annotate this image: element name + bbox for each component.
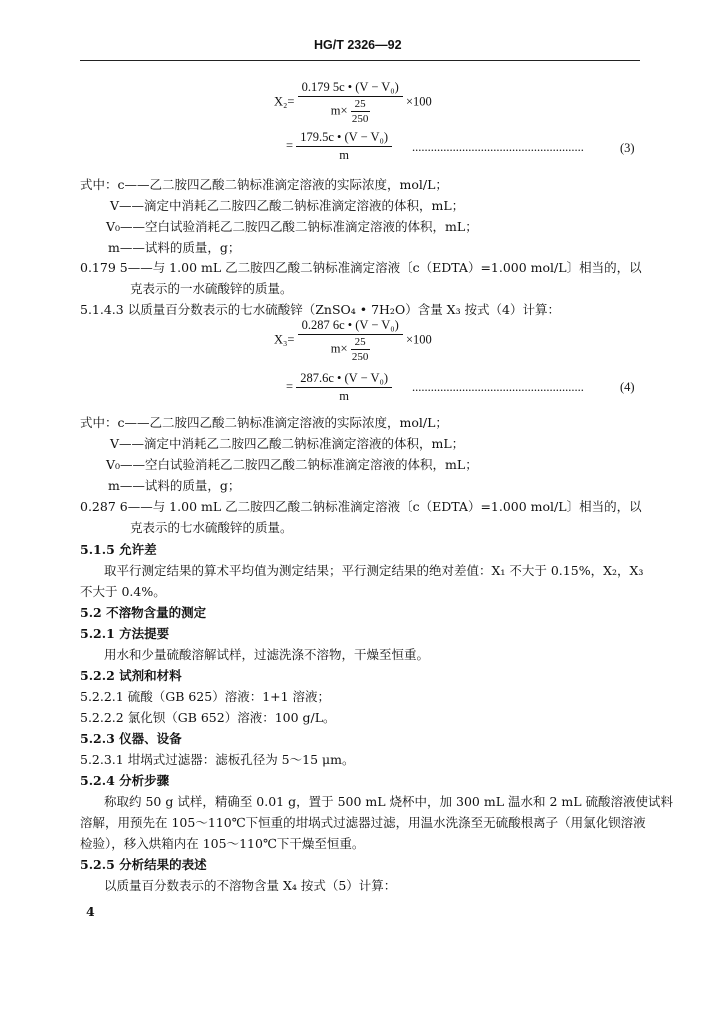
- formula-3-aliquot: [351, 98, 370, 125]
- clause-5-2-3-1: 5.2.3.1 坩埚式过滤器：滤板孔径为 5～15 μm。: [80, 752, 355, 767]
- paragraph-5-2-1: 用水和少量硫酸溶解试样，过滤洗涤不溶物，干燥至恒重。: [104, 647, 430, 662]
- formula-4-den-2: m: [339, 389, 349, 403]
- formula-4-fraction: [298, 318, 403, 363]
- formula-4-den-m: m×: [330, 341, 348, 356]
- formula-3-denominator: [331, 97, 370, 125]
- aliquot-den: 250: [351, 113, 369, 125]
- formula-4-numerator: 0.287 6c • (V − V₀): [298, 318, 403, 335]
- formula-3-num-2: 179.5c • (V − V₀): [296, 130, 392, 147]
- coefficient-3-line-2: 克表示的一水硫酸锌的质量。: [130, 281, 293, 296]
- clause-5-2-2-1: 5.2.2.1 硫酸（GB 625）溶液：1+1 溶液；: [80, 689, 331, 704]
- formula-4-fraction-2: [296, 371, 392, 404]
- paragraph-5-2-4-line-1: 称取约 50 g 试样，精确至 0.01 g，置于 500 mL 烧杯中，加 300 mL 温水和 2 mL 硫酸溶液使试料: [104, 794, 674, 809]
- page-number: 4: [86, 904, 95, 919]
- coefficient-3-line-1: 0.179 5——与 1.00 mL 乙二胺四乙酸二钠标准滴定溶液〔c（EDTA）=1.000 mol/L〕相当的，以: [80, 260, 642, 275]
- header-rule: [80, 60, 640, 61]
- clause-5-2-1: 5.2.1 方法提要: [80, 626, 170, 641]
- formula-3-fraction: [298, 80, 403, 125]
- clause-5-1-5: 5.1.5 允许差: [80, 542, 157, 557]
- aliquot-den: 250: [351, 351, 369, 363]
- clause-5-2-4: 5.2.4 分析步骤: [80, 773, 170, 788]
- formula-4-leader: .......................................................: [412, 380, 584, 394]
- legend-4-row: V₀——空白试验消耗乙二胺四乙酸二钠标准滴定溶液的体积，mL；: [106, 457, 478, 472]
- formula-4-number: (4): [620, 380, 635, 394]
- clause-5-2-2-2: 5.2.2.2 氯化钡（GB 652）溶液：100 g/L。: [80, 710, 336, 725]
- legend-3-row: V——滴定中消耗乙二胺四乙酸二钠标准滴定溶液的体积，mL；: [110, 198, 465, 213]
- formula-4-eq: =: [286, 379, 294, 394]
- formula-4-lhs: X₃=: [274, 332, 295, 347]
- paragraph-5-2-4-line-3: 检验），移入烘箱内在 105～110℃下干燥至恒重。: [80, 836, 365, 851]
- legend-3-row: m——试料的质量，g；: [108, 240, 241, 255]
- coefficient-4-line-2: 克表示的七水硫酸锌的质量。: [130, 520, 293, 535]
- formula-3-line-2: [286, 130, 392, 163]
- aliquot-num: 25: [351, 336, 370, 350]
- formula-3-number: (3): [620, 141, 635, 155]
- formula-3-eq: =: [286, 138, 294, 153]
- formula-3-fraction-2: [296, 130, 392, 163]
- legend-4-row: m——试料的质量，g；: [108, 478, 241, 493]
- clause-5-1-4-3: 5.1.4.3 以质量百分数表示的七水硫酸锌（ZnSO₄ • 7H₂O）含量 X₃ 按式（4）计算：: [80, 302, 561, 317]
- paragraph-5-1-5-line-1: 取平行测定结果的算术平均值为测定结果；平行测定结果的绝对差值：X₁ 不大于 0.15%，X₂，X₃: [104, 563, 644, 578]
- formula-3-den-m: m×: [330, 103, 348, 118]
- clause-5-2: 5.2 不溶物含量的测定: [80, 605, 207, 620]
- paragraph-5-2-5: 以质量百分数表示的不溶物含量 X₄ 按式（5）计算：: [104, 878, 397, 893]
- legend-4-row: 式中：c——乙二胺四乙酸二钠标准滴定溶液的实际浓度，mol/L；: [80, 415, 448, 430]
- formula-3-lhs: X₂=: [274, 94, 295, 109]
- legend-3-row: 式中：c——乙二胺四乙酸二钠标准滴定溶液的实际浓度，mol/L；: [80, 177, 448, 192]
- clause-5-2-5: 5.2.5 分析结果的表述: [80, 857, 207, 872]
- formula-4-line-1: [274, 318, 432, 363]
- formula-3-den-2: m: [339, 148, 349, 162]
- paragraph-5-1-5-line-2: 不大于 0.4%。: [80, 584, 166, 599]
- formula-4-tail: ×100: [405, 332, 432, 347]
- formula-4-aliquot: [351, 336, 370, 363]
- clause-5-2-2: 5.2.2 试剂和材料: [80, 668, 182, 683]
- formula-3-tail: ×100: [405, 94, 432, 109]
- legend-4-row: V——滴定中消耗乙二胺四乙酸二钠标准滴定溶液的体积，mL；: [110, 436, 465, 451]
- formula-4-num-2: 287.6c • (V − V₀): [296, 371, 392, 388]
- clause-5-2-3: 5.2.3 仪器、设备: [80, 731, 182, 746]
- formula-4-denominator: [331, 335, 370, 363]
- formula-4-line-2: [286, 371, 392, 404]
- aliquot-num: 25: [351, 98, 370, 112]
- formula-3-leader: .......................................................: [412, 140, 584, 154]
- formula-3-numerator: 0.179 5c • (V − V₀): [298, 80, 403, 97]
- legend-3-row: V₀——空白试验消耗乙二胺四乙酸二钠标准滴定溶液的体积，mL；: [106, 219, 478, 234]
- standard-code: HG/T 2326—92: [314, 38, 402, 52]
- coefficient-4-line-1: 0.287 6——与 1.00 mL 乙二胺四乙酸二钠标准滴定溶液〔c（EDTA）=1.000 mol/L〕相当的，以: [80, 499, 642, 514]
- paragraph-5-2-4-line-2: 溶解，用预先在 105～110℃下恒重的坩埚式过滤器过滤，用温水洗涤至无硫酸根离子（用氯化钡溶液: [80, 815, 646, 830]
- formula-3-line-1: [274, 80, 432, 125]
